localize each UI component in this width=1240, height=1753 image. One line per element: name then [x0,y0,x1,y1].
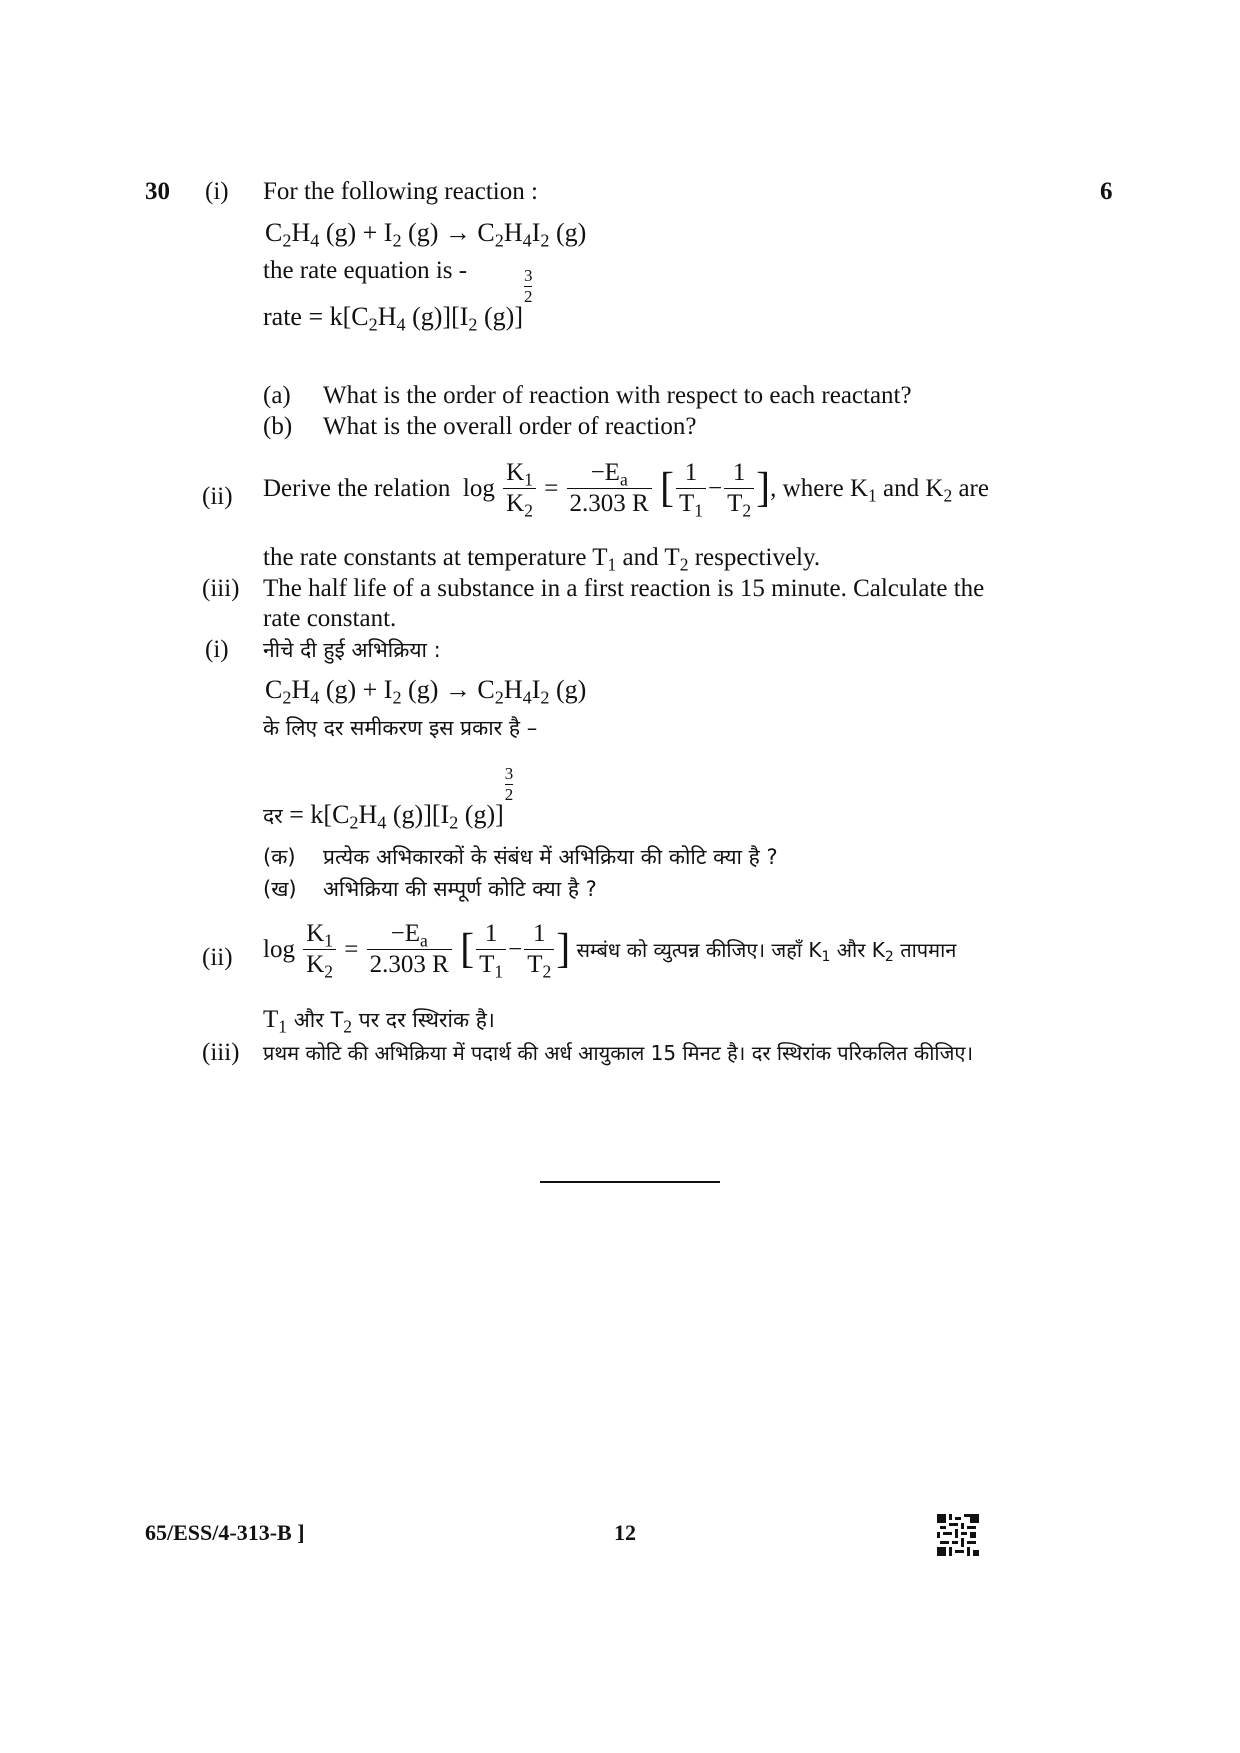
hi-part-iii-text: प्रथम कोटि की अभिक्रिया में पदार्थ की अर्ध आयुकाल 15 मिनट है। दर स्थिरांक परिकलित कीजिए। [263,1041,974,1065]
part-iii-label: (iii) [202,575,240,602]
part-b-text: What is the overall order of reaction? [323,413,697,440]
hi-part-a-text: प्रत्येक अभिकारकों के संबंध में अभिक्रिया की कोटि क्या है ? [323,845,778,869]
question-number: 30 [145,178,170,205]
hi-part-ii-label: (ii) [202,944,233,971]
rate-law-en: rate = $k[C_2H_4$ $(g)][I_2$ (g)] $\frac{3}{2}$ [263,266,533,335]
exponent-num: 3 [523,266,533,285]
hi-part-b-text: अभिक्रिया की सम्पूर्ण कोटि क्या है ? [323,877,597,901]
marks: 6 [1100,178,1113,205]
hi-part-iii-label: (iii) [202,1039,240,1066]
hi-rate-intro: के लिए दर समीकरण इस प्रकार है – [263,716,538,740]
exponent-den: 2 [523,287,533,306]
rate-word: rate [263,302,302,331]
rate-intro-en: the rate equation is - [263,257,468,284]
arrhenius-relation-en: Derive the relation log $\frac{K_1}{K_2}$ = $\frac{-E_a}{2.303 R}$ [ $\frac{1}{T_1}$ − $\frac{1}{T_2}$ ], where $K_1$ and $K_2$ are [263,459,989,521]
qr-code-icon [937,1514,979,1556]
hi-part-ii-line2: $T_1$ और $T_2$ पर दर स्थिरांक है। [263,1006,495,1037]
hi-part-i-intro: नीचे दी हुई अभिक्रिया : [263,638,441,662]
hi-part-a-label: (क) [263,845,296,869]
reaction-equation-en: $C_2H_4$ $(g) + I_2$ $(g) \to C_2H_4I_2$ (g) [265,218,587,251]
rate-law-hi: दर = $k[C_2H_4$ $(g)][I_2$ (g)] $\frac{3}{2}$ [263,764,514,833]
part-a-label: (a) [263,382,291,409]
part-b-label: (b) [263,413,293,440]
reaction-equation-hi: $C_2H_4$ $(g) + I_2$ $(g) \to C_2H_4I_2$ (g) [265,675,587,708]
part-ii-label: (ii) [202,483,233,510]
part-a-text: What is the order of reaction with respect to each reactant? [323,382,912,409]
hi-part-b-label: (ख) [263,877,297,901]
paper-code: 65/ESS/4-313-B ] [145,1520,305,1545]
part-ii-line2: the rate constants at temperature $T_1$ and $T_2$ respectively. [263,544,821,575]
part-i-label: (i) [205,178,229,205]
part-iii-line2: rate constant. [263,605,397,632]
part-iii-line1: The half life of a substance in a first reaction is 15 minute. Calculate the [263,575,985,602]
page-number: 12 [614,1520,636,1545]
arrhenius-relation-hi: log $\frac{K_1}{K_2}$ = $\frac{-E_a}{2.303 R}$ [ $\frac{1}{T_1}$ − $\frac{1}{T_2}$ ] सम्बंध को व्युत्पन्न कीजिए। जहाँ $K_1$ और $K_2$ तापमान [263,920,957,982]
hi-part-i-label: (i) [205,636,229,663]
part-i-intro: For the following reaction : [263,178,538,205]
end-of-question-rule [540,1181,720,1183]
